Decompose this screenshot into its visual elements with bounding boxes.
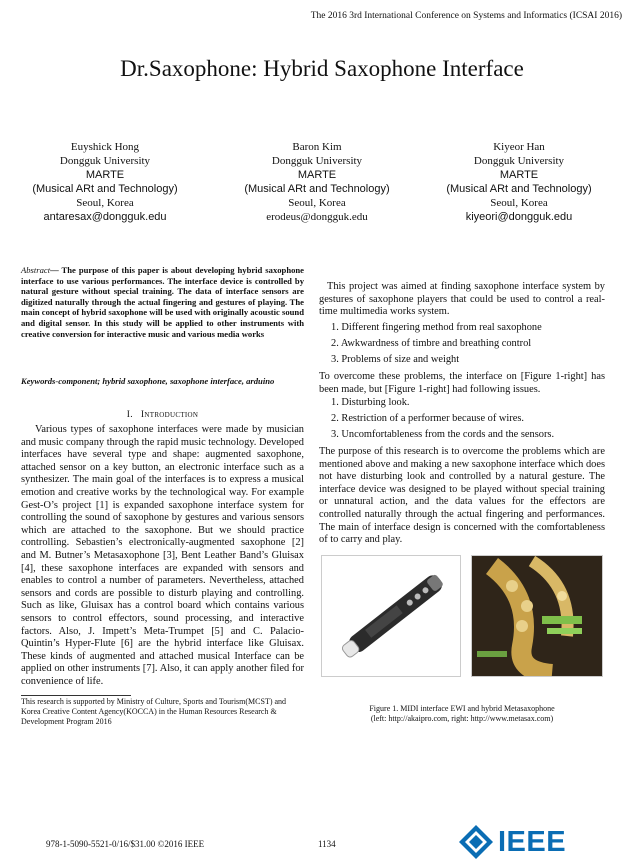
figure-caption <box>319 704 605 724</box>
keywords: Keywords-component; hybrid saxophone, saxophone interface, arduino <box>21 376 275 386</box>
abstract-label: Abstract <box>21 265 51 275</box>
section-title: Introduction <box>140 410 199 420</box>
section-number: I. <box>126 410 133 420</box>
list-item: 3. Problems of size and weight <box>331 354 460 365</box>
abstract-text: — The purpose of this paper is about developing hybrid saxophone interface to use various performances. The interface device is controlled by natural gesture without special training. The data of interface sensors are digitized naturally through the actual fingering and gestures of playing. The main concept of hybrid saxophone will be used with originally acoustic sound and digital sensor. In this study will be applied to other instruments with creative conversion for interactive music and various media works <box>21 265 304 339</box>
section-heading <box>21 410 304 420</box>
footnote-rule <box>21 695 131 696</box>
figure-caption-line-2: (left: http://akaipro.com, right: http://www.metasax.com) <box>370 714 554 723</box>
author-university: Dongguk University <box>59 155 151 167</box>
ieee-diamond-icon <box>458 824 494 860</box>
author-location: Seoul, Korea <box>490 197 548 209</box>
list-item: 2. Restriction of a performer because of wires. <box>331 413 525 424</box>
footnote: This research is supported by Ministry of Culture, Sports and Tourism(MCST) and Korea Creative Content Agency(KOCCA) in the Human Resources Research & Development Program 2016 <box>21 697 287 726</box>
list-item: 3. Uncomfortableness from the cords and the sensors. <box>331 429 555 440</box>
isbn-footer: 978-1-5090-5521-0/16/$31.00 ©2016 IEEE <box>46 839 205 849</box>
author-email: kiyeori@dongguk.edu <box>465 211 573 223</box>
figure-caption-line-1: Figure 1. MIDI interface EWI and hybrid Metasaxophone <box>369 704 555 713</box>
author-name: Kiyeor Han <box>493 141 545 153</box>
list-item: 1. Disturbing look. <box>331 397 410 408</box>
author-lab-full: (Musical ARt and Technology) <box>32 183 178 195</box>
author-email: erodeus@dongguk.edu <box>266 211 368 223</box>
author-block-1 <box>10 140 200 224</box>
intro-paragraph: Various types of saxophone interfaces were made by musician and music company through the rapid music technology. Developed interfaces have several type and shape: augmented saxophone, attached sensor on a key button, an electronic interface such as a synthesizer. The main goal of the interfaces is to express a musical emotion and creative works by the technological way. For example Gest-O’s project [1] is expanded saxophone interface system for controlling the sound of saxophone by gestures and various sensors which are attached to the saxophone. But we should practice controlling. Sebastien’s electronically-augmented saxophone [2] and M. Butner’s Metasaxophone [3], Bent Leather Band’s Gluisax [4], these saxophone interfaces are expanded with sensors and enables to control a number of parameters. Nevertheless, attached sensors and cords are possible to disturb playing and controlling. Such as like, Gluisax has a control board which contains various sensors to control effectors, sound processing, and interactive factors. Also, J. Impett’s Meta-Trumpet [5] and C. Palacio-Quintin’s Hyper-Flute [6] are the hybrid interface like Gluisax. These kinds of augmented and attached musical Interface can be applied on other instruments [7]. Also, it can apply another filed for convenience of life. <box>21 424 304 687</box>
figure-ewi-image <box>321 555 461 677</box>
list-item: 1. Different fingering method from real saxophone <box>331 322 542 333</box>
author-lab-full: (Musical ARt and Technology) <box>244 183 390 195</box>
list-item: 2. Awkwardness of timbre and breathing control <box>331 338 532 349</box>
paper-title: Dr.Saxophone: Hybrid Saxophone Interface <box>120 56 524 81</box>
author-location: Seoul, Korea <box>76 197 134 209</box>
right-paragraph-1: This project was aimed at finding saxophone interface system by gestures of saxophone players that could be used to control a real- time multimedia works system. <box>319 281 605 318</box>
author-university: Dongguk University <box>473 155 565 167</box>
right-paragraph-3: The purpose of this research is to overcome the problems which are mentioned above and making a new saxophone interface which does not have disturbing look and controlled by a natural gesture. The interface device was designed to be played without special training or unnatural action, and the data values for the effectors are controlled naturally through the actual fingering and performances. The main of interface design is concerned with the comfortableness of to carry and play. <box>319 446 605 546</box>
conference-header: The 2016 3rd International Conference on Systems and Informatics (ICSAI 2016) <box>310 11 622 21</box>
page-number: 1134 <box>318 839 336 849</box>
author-name: Euyshick Hong <box>70 141 140 153</box>
author-name: Baron Kim <box>292 141 342 153</box>
ieee-logo-text: IEEE <box>498 826 567 858</box>
author-lab-full: (Musical ARt and Technology) <box>446 183 592 195</box>
author-email: antaresax@dongguk.edu <box>43 211 167 223</box>
author-location: Seoul, Korea <box>288 197 346 209</box>
author-university: Dongguk University <box>271 155 363 167</box>
problem-list <box>319 320 605 368</box>
right-paragraph-2: To overcome these problems, the interface on [Figure 1-right] has been made, but [Figure 1-right] had following issues. <box>319 371 605 395</box>
author-block-2 <box>222 140 412 224</box>
abstract <box>21 265 304 339</box>
author-lab: MARTE <box>499 169 539 181</box>
author-lab: MARTE <box>297 169 337 181</box>
author-lab: MARTE <box>85 169 125 181</box>
author-block-3 <box>424 140 614 224</box>
issue-list <box>319 395 605 443</box>
figure-metasax-image <box>471 555 603 677</box>
